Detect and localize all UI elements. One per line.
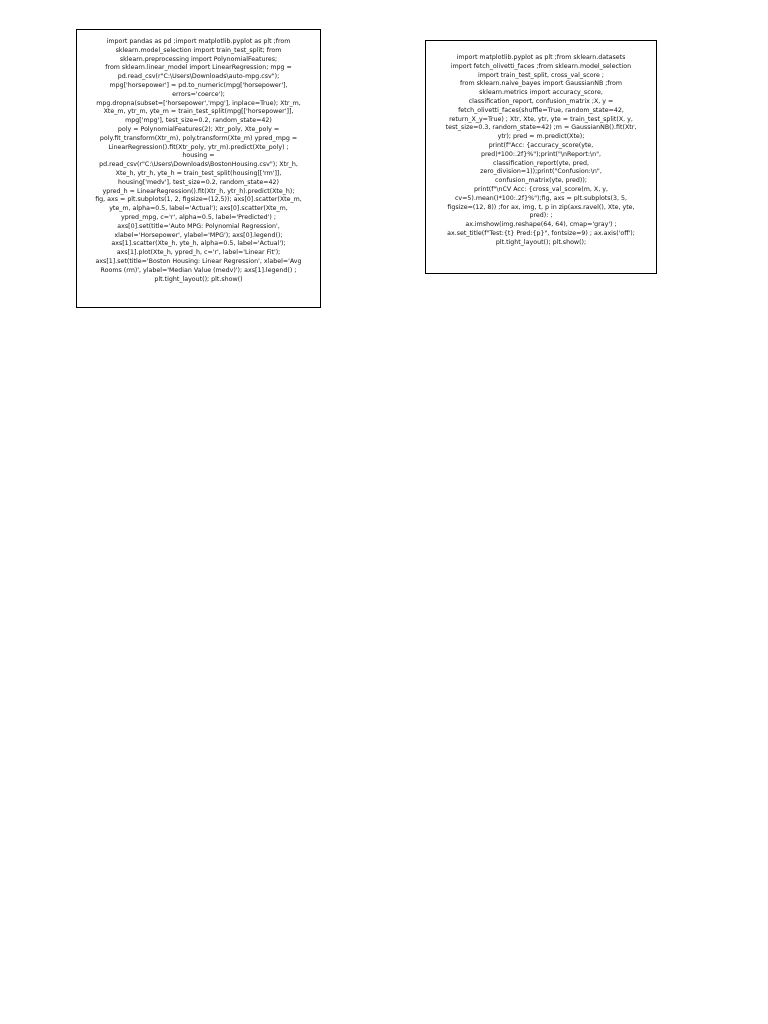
code-line: Xte_m, ytr_m, yte_m = train_test_split(mpg[['horsepower']], [103, 108, 294, 116]
code-line: fig, axs = plt.subplots(1, 2, figsize=(12,5)); axs[0].scatter(Xte_m, [95, 196, 302, 204]
code-line: poly = PolynomialFeatures(2); Xtr_poly, Xte_poly = [117, 125, 280, 133]
code-line: mpg['horsepower'] = pd.to_numeric(mpg['horsepower'], [109, 81, 288, 89]
code-line: plt.tight_layout(); plt.show(); [495, 238, 587, 246]
code-line: axs[0].set(title='Auto MPG: Polynomial Regression', [117, 222, 280, 230]
code-line: test_size=0.3, random_state=42) ;m = GaussianNB().fit(Xtr, [445, 124, 637, 132]
code-line: print(f"\nCV Acc: {cross_val_score(m, X, y, [474, 185, 608, 193]
code-line: axs[1].plot(Xte_h, ypred_h, c='r', label='Linear Fit'); [116, 249, 281, 257]
code-lines [77, 38, 320, 284]
code-line: mpg['mpg'], test_size=0.2, random_state=42) [125, 117, 272, 125]
code-lines [426, 54, 656, 248]
code-line: housing = [182, 152, 215, 160]
code-line: ax.imshow(img.reshape(64, 64), cmap='gray') ; [465, 221, 617, 229]
code-line: cv=5).mean()*100:.2f}%");fig, axs = plt.subplots(3, 5, [454, 194, 628, 202]
code-line: import train_test_split, cross_val_score ; [477, 71, 605, 79]
code-line: pred): ; [529, 212, 553, 220]
code-line: fetch_olivetti_faces(shuffle=True, random_state=42, [458, 106, 624, 114]
code-line: axs[1].scatter(Xte_h, yte_h, alpha=0.5, label='Actual'); [111, 240, 286, 248]
code-line: poly.fit_transform(Xtr_m), poly.transform(Xte_m) ypred_mpg = [99, 134, 298, 142]
code-line: ypred_h = LinearRegression().fit(Xtr_h, ytr_h).predict(Xte_h); [102, 187, 295, 195]
code-line: Rooms (rm)', ylabel='Median Value (medv)'); axs[1].legend() ; [100, 266, 297, 274]
code-line: sklearn.metrics import accuracy_score, [479, 89, 603, 97]
code-line: classification_report, confusion_matrix ;X, y = [468, 97, 614, 105]
code-line: classification_report(yte, pred, [493, 159, 589, 167]
code-line: from sklearn.naive_bayes import GaussianNB ;from [459, 80, 623, 88]
code-line: from sklearn.linear_model import LinearRegression; mpg = [105, 64, 292, 72]
code-line: ytr); pred = m.predict(Xte); [497, 133, 585, 141]
code-line: axs[1].set(title='Boston Housing: Linear Regression', xlabel='Avg [95, 257, 302, 265]
code-line: print(f"Acc: {accuracy_score(yte, [488, 141, 594, 149]
code-line: pd.read_csv(r"C:\Users\Downloads\auto-mpg.csv"); [117, 73, 280, 81]
code-line: errors='coerce'); [172, 90, 225, 98]
code-line: LinearRegression().fit(Xtr_poly, ytr_m).predict(Xte_poly) ; [108, 143, 289, 151]
code-line: figsize=(12, 8)) ;for ax, img, t, p in zip(axs.ravel(), Xte, yte, [447, 203, 635, 211]
code-box-naive-bayes [425, 40, 657, 274]
code-line: confusion_matrix(yte, pred)); [495, 177, 587, 185]
code-line: sklearn.model_selection import train_test_split; from [115, 46, 282, 54]
code-line: sklearn.preprocessing import PolynomialFeatures; [119, 55, 278, 63]
code-line: housing['medv'], test_size=0.2, random_state=42) [118, 178, 279, 186]
code-line: import fetch_olivetti_faces ;from sklearn.model_selection [450, 62, 632, 70]
code-line: yte_m, alpha=0.5, label='Actual'); axs[0].scatter(Xte_m, [109, 205, 288, 213]
code-line: mpg.dropna(subset=['horsepower','mpg'], inplace=True); Xtr_m, [96, 99, 301, 107]
code-line: ypred_mpg, c='r', alpha=0.5, label='Predicted') ; [121, 213, 276, 221]
code-line: plt.tight_layout(); plt.show() [154, 275, 243, 283]
code-line: xlabel='Horsepower', ylabel='MPG'); axs[0].legend(); [114, 231, 283, 239]
code-line: return_X_y=True) ; Xtr, Xte, ytr, yte = train_test_split(X, y, [449, 115, 633, 123]
code-line: import pandas as pd ;import matplotlib.pyplot as plt ;from [106, 38, 291, 45]
code-line: Xte_h, ytr_h, yte_h = train_test_split(housing[['rm']], [115, 169, 282, 177]
code-line: pd.read_csv(r"C:\Users\Downloads\BostonHousing.csv"); Xtr_h, [99, 161, 298, 169]
code-line: zero_division=1));print("Confusion:\n", [480, 168, 602, 176]
code-line: import matplotlib.pyplot as plt ;from sklearn.datasets [456, 54, 626, 61]
code-line: pred)*100:.2f}%");print("\nReport:\n", [480, 150, 602, 158]
code-box-regression [76, 29, 321, 308]
code-line: ax.set_title(f"Test:{t} Pred:{p}", fontsize=9) ; ax.axis('off'); [447, 229, 635, 237]
